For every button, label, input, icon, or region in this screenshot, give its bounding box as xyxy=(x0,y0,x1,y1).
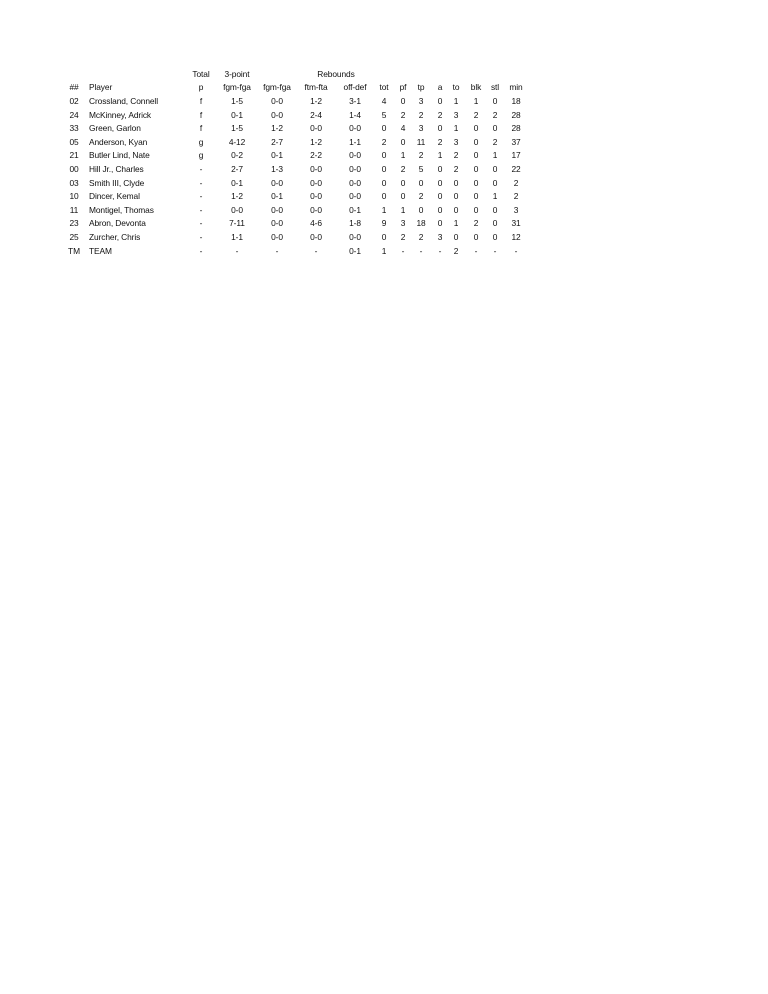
personal-fouls: 0 xyxy=(400,177,406,188)
player-number: 21 xyxy=(69,150,79,161)
steals: 0 xyxy=(492,204,498,215)
player-number: 05 xyxy=(69,136,79,147)
group-header-row xyxy=(0,68,768,82)
assists: 0 xyxy=(437,218,443,229)
blocks: 2 xyxy=(473,109,479,120)
player-number: 33 xyxy=(69,123,79,134)
player-number: 23 xyxy=(69,218,79,229)
steals: 2 xyxy=(492,109,498,120)
header-total-points: tp xyxy=(417,82,425,92)
table-row xyxy=(0,204,768,218)
three-pointers: 0-0 xyxy=(271,109,283,120)
minutes: 31 xyxy=(511,218,521,229)
steals: 2 xyxy=(492,136,498,147)
header-personal-fouls: pf xyxy=(399,82,407,92)
header-rebounds-off-def: off-def xyxy=(343,82,367,92)
free-throws: 0-0 xyxy=(310,232,322,242)
three-pointers: 0-0 xyxy=(271,232,283,242)
player-position: f xyxy=(199,123,203,134)
rebounds-off-def: 0-0 xyxy=(349,177,361,188)
rebounds-off-def: 0-0 xyxy=(349,123,361,134)
assists: 0 xyxy=(437,191,443,202)
personal-fouls: 0 xyxy=(400,191,406,202)
total-points: 0 xyxy=(418,204,424,215)
total-points: 2 xyxy=(418,109,424,120)
player-number: 03 xyxy=(69,177,79,188)
player-position: - xyxy=(199,164,203,174)
turnovers: 0 xyxy=(453,177,459,188)
personal-fouls: 3 xyxy=(400,218,406,229)
player-number: 11 xyxy=(69,204,79,215)
steals: 1 xyxy=(492,191,498,202)
blocks: 0 xyxy=(473,123,479,134)
total-rebounds: 0 xyxy=(381,150,387,161)
player-name: Hill Jr., Charles xyxy=(89,164,144,174)
blocks: 2 xyxy=(473,218,479,229)
table-row xyxy=(0,136,768,150)
steals: 1 xyxy=(492,150,498,161)
assists: 3 xyxy=(437,232,443,242)
turnovers: 0 xyxy=(453,232,459,242)
minutes: 2 xyxy=(513,177,519,188)
turnovers: 2 xyxy=(453,150,459,161)
field-goals: 0-0 xyxy=(231,204,243,215)
free-throws: 0-0 xyxy=(310,191,322,202)
free-throws: 0-0 xyxy=(310,164,322,174)
turnovers: 3 xyxy=(453,136,459,147)
free-throws: - xyxy=(314,245,318,256)
player-position: - xyxy=(199,204,203,215)
personal-fouls: 1 xyxy=(400,204,406,215)
player-number: 10 xyxy=(69,191,79,202)
total-points: - xyxy=(419,245,423,256)
player-position: f xyxy=(199,109,203,120)
total-rebounds: 0 xyxy=(381,123,387,134)
free-throws: 0-0 xyxy=(310,177,322,188)
player-name: McKinney, Adrick xyxy=(89,109,152,120)
total-points: 3 xyxy=(418,96,424,106)
minutes: 18 xyxy=(511,96,521,106)
rebounds-group-header: Rebounds xyxy=(317,68,355,79)
turnovers: 1 xyxy=(453,96,459,106)
steals: 0 xyxy=(492,123,498,134)
total-group-header: Total xyxy=(192,68,210,79)
header-blocks: blk xyxy=(470,82,482,92)
personal-fouls: 2 xyxy=(400,109,406,120)
blocks: - xyxy=(474,245,478,256)
table-row xyxy=(0,95,768,109)
rebounds-off-def: 0-1 xyxy=(349,204,361,215)
assists: 1 xyxy=(437,150,443,161)
personal-fouls: 0 xyxy=(400,136,406,147)
total-points: 18 xyxy=(416,218,426,229)
three-pointers: 0-0 xyxy=(271,204,283,215)
total-rebounds: 1 xyxy=(381,245,387,256)
header-steals: stl xyxy=(490,82,500,92)
total-rebounds: 0 xyxy=(381,177,387,188)
total-points: 2 xyxy=(418,191,424,202)
minutes: 22 xyxy=(511,164,521,174)
blocks: 0 xyxy=(473,232,479,242)
field-goals: 1-5 xyxy=(231,123,243,134)
rebounds-off-def: 0-0 xyxy=(349,150,361,161)
personal-fouls: 4 xyxy=(400,123,406,134)
field-goals: 1-2 xyxy=(231,191,243,202)
turnovers: 1 xyxy=(453,218,459,229)
steals: 0 xyxy=(492,218,498,229)
table-row xyxy=(0,163,768,177)
header-number: ## xyxy=(69,82,79,92)
three-pointers: 2-7 xyxy=(271,136,283,147)
table-row xyxy=(0,217,768,231)
total-rebounds: 5 xyxy=(381,109,387,120)
player-position: - xyxy=(199,245,203,256)
personal-fouls: 2 xyxy=(400,164,406,174)
three-pointers: 0-1 xyxy=(271,150,283,161)
header-turnovers: to xyxy=(452,82,460,92)
header-three-pointers: fgm-fga xyxy=(263,82,291,92)
field-goals: 0-2 xyxy=(231,150,243,161)
field-goals: 4-12 xyxy=(228,136,246,147)
table-row xyxy=(0,122,768,136)
player-number: 24 xyxy=(69,109,79,120)
total-points: 5 xyxy=(418,164,424,174)
free-throws: 0-0 xyxy=(310,123,322,134)
minutes: 28 xyxy=(511,123,521,134)
personal-fouls: 0 xyxy=(400,96,406,106)
personal-fouls: 2 xyxy=(400,232,406,242)
player-name: Green, Garlon xyxy=(89,123,141,134)
assists: 2 xyxy=(437,136,443,147)
header-free-throws: ftm-fta xyxy=(304,82,328,92)
rebounds-off-def: 0-0 xyxy=(349,191,361,202)
player-name: Butler Lind, Nate xyxy=(89,150,150,161)
total-points: 2 xyxy=(418,232,424,242)
minutes: 28 xyxy=(511,109,521,120)
assists: 0 xyxy=(437,123,443,134)
three-pointers: - xyxy=(275,245,279,256)
personal-fouls: 1 xyxy=(400,150,406,161)
table-row xyxy=(0,190,768,204)
column-header-row xyxy=(0,81,768,95)
total-rebounds: 0 xyxy=(381,232,387,242)
turnovers: 2 xyxy=(453,164,459,174)
blocks: 1 xyxy=(473,96,479,106)
three-pointers: 1-2 xyxy=(271,123,283,134)
steals: 0 xyxy=(492,177,498,188)
turnovers: 1 xyxy=(453,123,459,134)
player-position: g xyxy=(198,136,204,147)
table-row xyxy=(0,149,768,163)
player-name: Anderson, Kyan xyxy=(89,136,148,147)
player-name: Dincer, Kemal xyxy=(89,191,140,202)
minutes: 2 xyxy=(513,191,519,202)
player-position: g xyxy=(198,150,204,161)
player-position: f xyxy=(199,96,203,106)
field-goals: 1-1 xyxy=(231,232,243,242)
personal-fouls: - xyxy=(401,245,405,256)
total-rebounds: 2 xyxy=(381,136,387,147)
player-number: 25 xyxy=(69,232,79,242)
table-row xyxy=(0,231,768,245)
minutes: 37 xyxy=(511,136,521,147)
player-name: Zurcher, Chris xyxy=(89,232,141,242)
assists: 0 xyxy=(437,177,443,188)
assists: 0 xyxy=(437,204,443,215)
steals: 0 xyxy=(492,232,498,242)
blocks: 0 xyxy=(473,177,479,188)
minutes: - xyxy=(514,245,518,256)
total-rebounds: 9 xyxy=(381,218,387,229)
turnovers: 2 xyxy=(453,245,459,256)
total-points: 3 xyxy=(418,123,424,134)
free-throws: 1-2 xyxy=(310,136,322,147)
total-rebounds: 0 xyxy=(381,164,387,174)
rebounds-off-def: 3-1 xyxy=(349,96,361,106)
blocks: 0 xyxy=(473,191,479,202)
free-throws: 4-6 xyxy=(310,218,322,229)
free-throws: 1-2 xyxy=(310,96,322,106)
three-pointers: 0-1 xyxy=(271,191,283,202)
total-rebounds: 0 xyxy=(381,191,387,202)
turnovers: 3 xyxy=(453,109,459,120)
assists: 0 xyxy=(437,96,443,106)
three-pointers: 0-0 xyxy=(271,218,283,229)
free-throws: 2-4 xyxy=(310,109,322,120)
header-field-goals: fgm-fga xyxy=(223,82,251,92)
three-point-group-header: 3-point xyxy=(224,68,250,79)
player-name: Crossland, Connell xyxy=(89,96,158,106)
steals: 0 xyxy=(492,96,498,106)
field-goals: 0-1 xyxy=(231,177,243,188)
assists: 2 xyxy=(437,109,443,120)
total-rebounds: 1 xyxy=(381,204,387,215)
total-points: 2 xyxy=(418,150,424,161)
free-throws: 0-0 xyxy=(310,204,322,215)
rebounds-off-def: 0-0 xyxy=(349,164,361,174)
player-position: - xyxy=(199,177,203,188)
steals: - xyxy=(493,245,497,256)
rebounds-off-def: 1-4 xyxy=(349,109,361,120)
turnovers: 0 xyxy=(453,204,459,215)
header-player: Player xyxy=(89,82,113,92)
header-minutes: min xyxy=(509,82,523,92)
three-pointers: 0-0 xyxy=(271,177,283,188)
steals: 0 xyxy=(492,164,498,174)
total-points: 0 xyxy=(418,177,424,188)
header-position: p xyxy=(198,82,204,92)
total-points: 11 xyxy=(416,136,426,147)
field-goals: 2-7 xyxy=(231,164,243,174)
player-name: Smith III, Clyde xyxy=(89,177,145,188)
assists: - xyxy=(438,245,442,256)
player-position: - xyxy=(199,218,203,229)
player-position: - xyxy=(199,232,203,242)
player-number: 02 xyxy=(69,96,79,106)
three-pointers: 1-3 xyxy=(271,164,283,174)
minutes: 17 xyxy=(511,150,521,161)
field-goals: - xyxy=(235,245,239,256)
table-row xyxy=(0,177,768,191)
blocks: 0 xyxy=(473,136,479,147)
player-name: Abron, Devonta xyxy=(89,218,146,229)
field-goals: 1-5 xyxy=(231,96,243,106)
player-name: Montigel, Thomas xyxy=(89,204,154,215)
player-number: TM xyxy=(68,245,80,256)
player-position: - xyxy=(199,191,203,202)
free-throws: 2-2 xyxy=(310,150,322,161)
field-goals: 0-1 xyxy=(231,109,243,120)
header-total-rebounds: tot xyxy=(379,82,389,92)
table-row xyxy=(0,245,768,259)
blocks: 0 xyxy=(473,204,479,215)
rebounds-off-def: 0-1 xyxy=(349,245,361,256)
minutes: 12 xyxy=(511,232,521,242)
blocks: 0 xyxy=(473,150,479,161)
turnovers: 0 xyxy=(453,191,459,202)
rebounds-off-def: 0-0 xyxy=(349,232,361,242)
three-pointers: 0-0 xyxy=(271,96,283,106)
header-assists: a xyxy=(437,82,443,92)
rebounds-off-def: 1-8 xyxy=(349,218,361,229)
minutes: 3 xyxy=(513,204,519,215)
rebounds-off-def: 1-1 xyxy=(349,136,361,147)
player-number: 00 xyxy=(69,164,79,174)
player-name: TEAM xyxy=(89,245,112,256)
table-row xyxy=(0,109,768,123)
total-rebounds: 4 xyxy=(381,96,387,106)
assists: 0 xyxy=(437,164,443,174)
field-goals: 7-11 xyxy=(229,218,245,229)
blocks: 0 xyxy=(473,164,479,174)
